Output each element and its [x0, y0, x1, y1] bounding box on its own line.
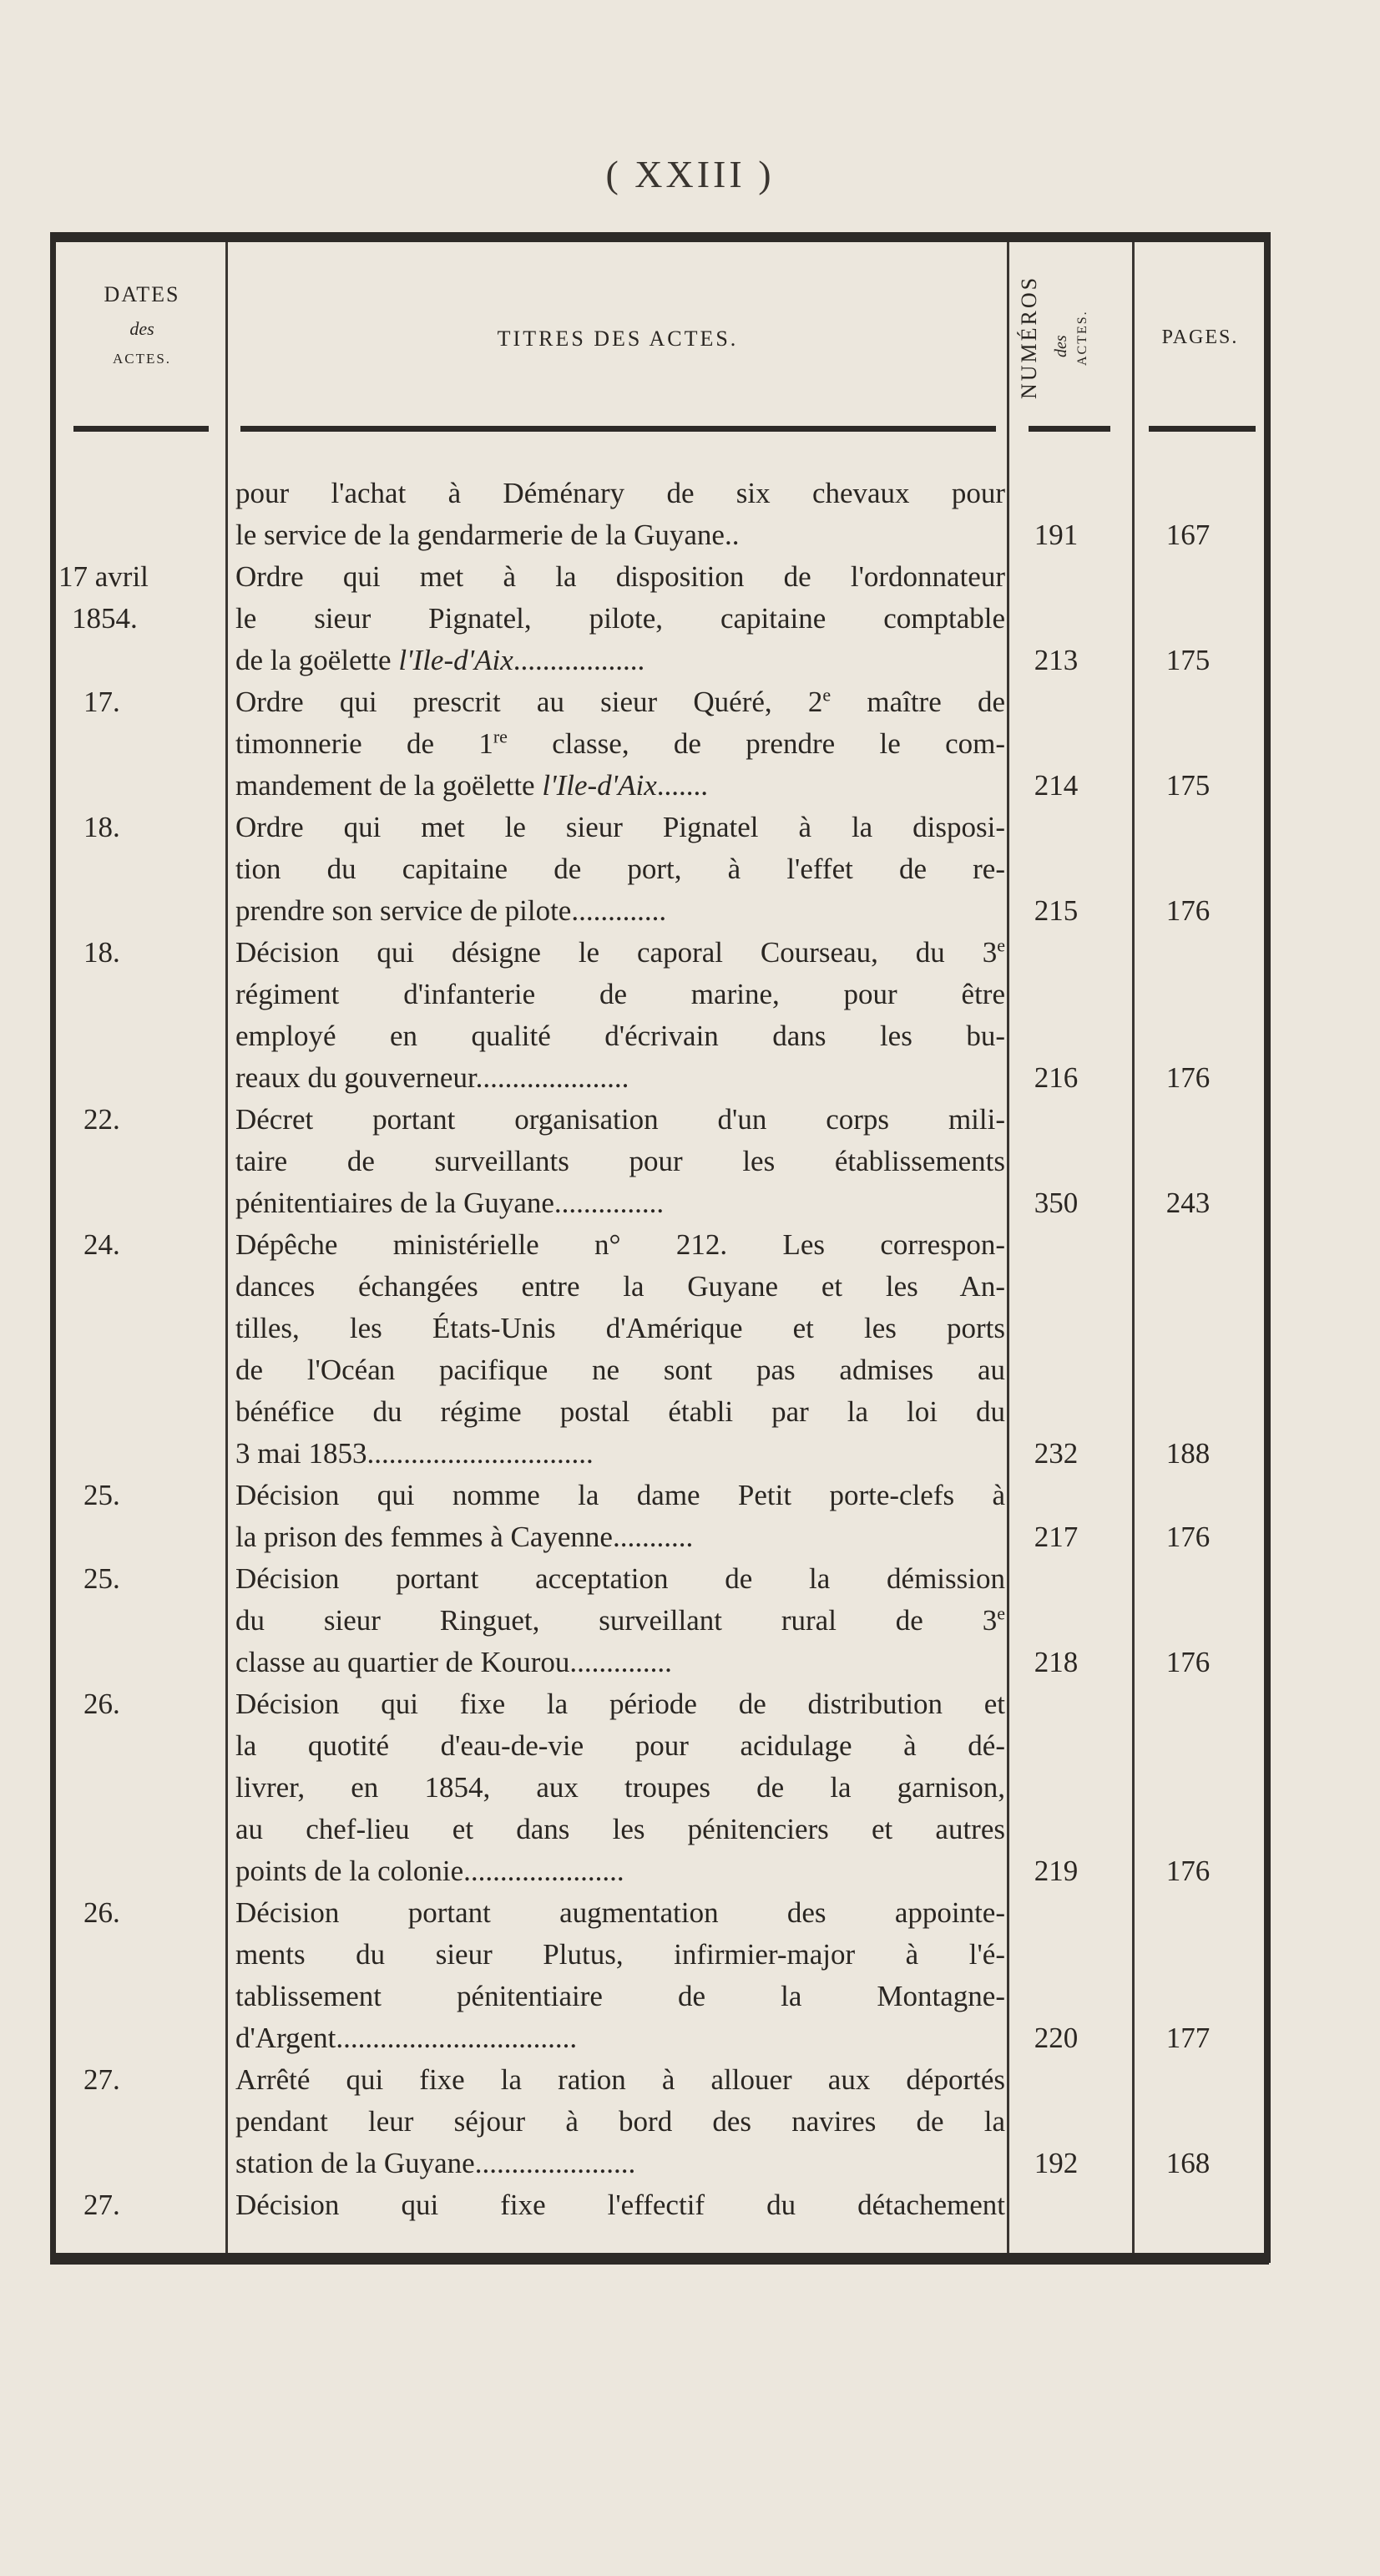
header-pages: PAGES. — [1161, 326, 1239, 348]
header-numeros-des: des — [1052, 335, 1070, 357]
entry-title-line: bénéfice du régime postal établi par la loi du — [235, 1395, 1005, 1428]
entry-title-line: livrer, en 1854, aux troupes de la garnison, — [235, 1771, 1005, 1804]
entry-page: 167 — [1165, 519, 1211, 551]
entry-title-line: timonnerie de 1re classe, de prendre le com- — [235, 726, 1005, 760]
entry-date: 22. — [83, 1103, 120, 1136]
entry-title-line: Décision qui fixe la période de distribution et — [235, 1688, 1005, 1720]
entry-title-line: de l'Océan pacifique ne sont pas admises au — [235, 1354, 1005, 1386]
entry-number: 217 — [1034, 1521, 1079, 1553]
table-top-rule — [50, 232, 1269, 242]
entry-title-line: 3 mai 1853............................... — [235, 1437, 594, 1470]
entry-title-line: Arrêté qui fixe la ration à allouer aux déportés — [235, 2063, 1005, 2096]
entry-title-line: mandement de la goëlette l'Ile-d'Aix....... — [235, 769, 709, 802]
entry-number: 213 — [1034, 644, 1079, 676]
entry-number: 220 — [1034, 2022, 1079, 2054]
column-separator — [1007, 242, 1009, 2253]
header-rule — [240, 426, 996, 432]
entry-date: 27. — [83, 2063, 120, 2096]
header-numeros-actes: ACTES. — [1075, 310, 1089, 366]
entry-title-line: Décision portant acceptation de la démission — [235, 1562, 1005, 1595]
entry-title-line: de la goëlette l'Ile-d'Aix.................. — [235, 644, 645, 676]
page-number: ( XXIII ) — [605, 153, 775, 195]
entry-title-line: le service de la gendarmerie de la Guyane.. — [235, 519, 740, 551]
entry-title-line: reaux du gouverneur..................... — [235, 1061, 629, 1094]
entry-number: 214 — [1034, 769, 1079, 802]
entry-title-line: pénitentiaires de la Guyane............... — [235, 1187, 665, 1219]
entry-title-line: prendre son service de pilote............. — [235, 894, 667, 927]
entry-page: 176 — [1165, 1646, 1211, 1678]
entry-title-line: ments du sieur Plutus, infirmier-major à l'é- — [235, 1938, 1005, 1971]
entry-date: 27. — [83, 2189, 120, 2221]
entry-title-line: employé en qualité d'écrivain dans les bu- — [235, 1020, 1005, 1052]
entry-page: 176 — [1165, 1061, 1211, 1094]
entry-page: 176 — [1165, 1855, 1211, 1887]
entry-page: 175 — [1165, 769, 1211, 802]
entry-date: 17 avril — [58, 560, 149, 593]
entry-number: 232 — [1034, 1437, 1079, 1470]
entry-date: 25. — [83, 1562, 120, 1595]
entry-page: 176 — [1165, 1521, 1211, 1553]
entry-page: 188 — [1165, 1437, 1211, 1470]
entry-number: 350 — [1034, 1187, 1079, 1219]
entry-title-line: régiment d'infanterie de marine, pour être — [235, 978, 1005, 1010]
entry-date: 18. — [83, 811, 120, 843]
header-titles: TITRES DES ACTES. — [497, 326, 739, 351]
entry-title-line: le sieur Pignatel, pilote, capitaine comptable — [235, 602, 1005, 635]
entry-title-line: la prison des femmes à Cayenne........... — [235, 1521, 694, 1553]
entry-page: 177 — [1165, 2022, 1211, 2054]
entry-title-line: tablissement pénitentiaire de la Montagne- — [235, 1980, 1005, 2012]
header-dates: DATES — [104, 282, 180, 306]
entry-title-line: taire de surveillants pour les établissements — [235, 1145, 1005, 1177]
entry-title-line: classe au quartier de Kourou.............. — [235, 1646, 672, 1678]
entry-title-line: Dépêche ministérielle n° 212. Les correspon- — [235, 1228, 1005, 1261]
entry-date: 17. — [83, 686, 120, 718]
table-left-rule — [50, 232, 56, 2263]
entry-title-line: points de la colonie...................... — [235, 1855, 624, 1887]
entry-title-line: pendant leur séjour à bord des navires de la — [235, 2105, 1005, 2138]
entry-title-line: Décision qui fixe l'effectif du détachement — [235, 2189, 1005, 2221]
entry-title-line: du sieur Ringuet, surveillant rural de 3e — [235, 1602, 1005, 1637]
entry-number: 215 — [1034, 894, 1079, 927]
entry-title-line: Décision portant augmentation des appointe- — [235, 1896, 1005, 1929]
header-rule — [73, 426, 209, 432]
entry-page: 175 — [1165, 644, 1211, 676]
header-dates-des: des — [129, 318, 154, 339]
entry-number: 219 — [1034, 1855, 1079, 1887]
entry-title-line: tion du capitaine de port, à l'effet de re- — [235, 853, 1005, 885]
entry-title-line: station de la Guyane...................... — [235, 2147, 636, 2179]
header-rule — [1149, 426, 1256, 432]
entry-title-line: Ordre qui met à la disposition de l'ordonnateur — [235, 560, 1005, 593]
header-numeros: NUMÉROS — [1017, 275, 1041, 399]
entry-title-line: Décision qui désigne le caporal Courseau, du 3e — [235, 934, 1005, 969]
entry-date-year: 1854. — [72, 602, 138, 635]
entry-title-line: Ordre qui met le sieur Pignatel à la disposi- — [235, 811, 1005, 843]
entry-number: 218 — [1034, 1646, 1079, 1678]
header-dates-actes: ACTES. — [112, 351, 172, 367]
header-rule — [1029, 426, 1110, 432]
entry-title-line: tilles, les États-Unis d'Amérique et les ports — [235, 1312, 1005, 1344]
entry-date: 24. — [83, 1228, 120, 1261]
entry-number: 192 — [1034, 2147, 1079, 2179]
column-separator — [1132, 242, 1135, 2253]
entry-date: 18. — [83, 936, 120, 969]
entry-page: 168 — [1165, 2147, 1211, 2179]
entry-title-line: au chef-lieu et dans les pénitenciers et autres — [235, 1813, 1005, 1845]
entry-page: 243 — [1165, 1187, 1211, 1219]
entry-title-line: Décision qui nomme la dame Petit porte-clefs à — [235, 1479, 1005, 1511]
entry-title-line: d'Argent................................. — [235, 2022, 578, 2054]
entry-date: 25. — [83, 1479, 120, 1511]
entry-title-line: Ordre qui prescrit au sieur Quéré, 2e maître de — [235, 684, 1005, 718]
entry-title-line: dances échangées entre la Guyane et les An- — [235, 1270, 1005, 1303]
entry-title-line: la quotité d'eau-de-vie pour acidulage à dé- — [235, 1729, 1005, 1762]
entry-number: 216 — [1034, 1061, 1079, 1094]
entry-date: 26. — [83, 1896, 120, 1929]
entry-title-line: pour l'achat à Déménary de six chevaux pour — [235, 477, 1005, 509]
entry-page: 176 — [1165, 894, 1211, 927]
entry-number: 191 — [1034, 519, 1079, 551]
entry-date: 26. — [83, 1688, 120, 1720]
entry-title-line: Décret portant organisation d'un corps mili- — [235, 1103, 1005, 1136]
table-bottom-rule — [50, 2253, 1269, 2265]
table-right-rule — [1264, 232, 1271, 2263]
